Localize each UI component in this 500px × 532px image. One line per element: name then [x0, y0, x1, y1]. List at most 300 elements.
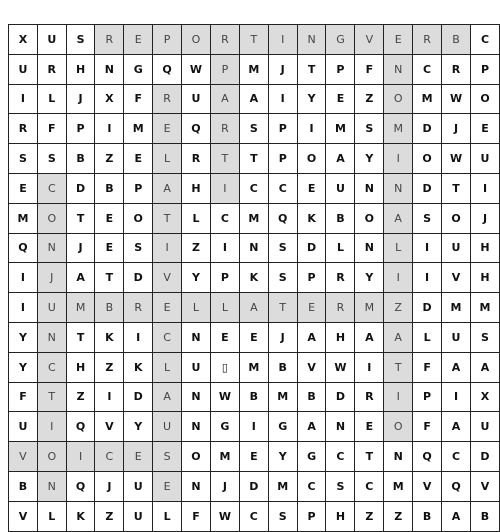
grid-cell[interactable]: P	[268, 144, 297, 174]
grid-cell[interactable]: Y	[181, 263, 210, 293]
grid-cell[interactable]: N	[326, 412, 355, 442]
grid-cell[interactable]: N	[181, 382, 210, 412]
grid-cell[interactable]: X	[9, 25, 38, 55]
grid-cell[interactable]: Y	[124, 412, 153, 442]
grid-cell[interactable]: S	[355, 114, 384, 144]
grid-cell[interactable]: B	[326, 203, 355, 233]
grid-cell[interactable]: A	[297, 322, 326, 352]
grid-cell[interactable]: C	[413, 54, 442, 84]
grid-cell[interactable]: N	[355, 173, 384, 203]
grid-cell[interactable]: P	[66, 114, 95, 144]
grid-cell[interactable]: M	[9, 203, 38, 233]
grid-cell[interactable]: W	[326, 352, 355, 382]
grid-row	[9, 293, 500, 323]
grid-cell[interactable]: M	[239, 203, 268, 233]
grid-cell[interactable]: R	[326, 263, 355, 293]
grid-cell[interactable]: Z	[95, 144, 124, 174]
grid-cell[interactable]: U	[9, 412, 38, 442]
grid-cell[interactable]: R	[181, 144, 210, 174]
grid-cell[interactable]: I	[442, 382, 471, 412]
grid-cell[interactable]: I	[297, 114, 326, 144]
grid-cell[interactable]: C	[153, 322, 182, 352]
grid-cell[interactable]: N	[297, 25, 326, 55]
grid-cell[interactable]: D	[239, 471, 268, 501]
grid-cell[interactable]: J	[442, 114, 471, 144]
grid-cell[interactable]: R	[442, 54, 471, 84]
grid-cell[interactable]: J	[210, 471, 239, 501]
grid-cell[interactable]: C	[37, 173, 66, 203]
grid-cell[interactable]: C	[210, 203, 239, 233]
grid-cell[interactable]: E	[297, 173, 326, 203]
grid-cell[interactable]: M	[124, 114, 153, 144]
grid-cell[interactable]: C	[442, 442, 471, 472]
grid-cell[interactable]: P	[297, 263, 326, 293]
grid-cell[interactable]: A	[153, 382, 182, 412]
grid-cell[interactable]: Y	[297, 84, 326, 114]
grid-cell[interactable]: I	[95, 114, 124, 144]
grid-cell[interactable]: B	[95, 293, 124, 323]
grid-cell[interactable]: M	[268, 471, 297, 501]
grid-cell[interactable]: M	[268, 382, 297, 412]
grid-cell[interactable]: E	[297, 293, 326, 323]
grid-cell[interactable]: N	[355, 233, 384, 263]
grid-row	[9, 471, 500, 501]
grid-cell[interactable]: W	[442, 144, 471, 174]
grid-cell[interactable]: C	[470, 25, 499, 55]
grid-cell[interactable]: Q	[66, 471, 95, 501]
grid-cell[interactable]: E	[355, 412, 384, 442]
grid-cell[interactable]: R	[37, 54, 66, 84]
grid-cell[interactable]: C	[239, 501, 268, 531]
grid-cell[interactable]: A	[442, 412, 471, 442]
grid-cell[interactable]: A	[470, 352, 499, 382]
grid-cell[interactable]: I	[9, 84, 38, 114]
grid-cell[interactable]: G	[210, 412, 239, 442]
grid-cell[interactable]: B	[66, 144, 95, 174]
grid-cell[interactable]: F	[181, 501, 210, 531]
grid-cell[interactable]: U	[442, 322, 471, 352]
grid-cell[interactable]: I	[384, 144, 413, 174]
grid-cell[interactable]: R	[124, 293, 153, 323]
grid-cell[interactable]: I	[210, 173, 239, 203]
grid-cell[interactable]: Q	[181, 114, 210, 144]
grid-cell[interactable]: U	[181, 84, 210, 114]
grid-cell[interactable]: S	[37, 144, 66, 174]
grid-cell[interactable]: H	[470, 233, 499, 263]
grid-cell[interactable]: I	[9, 263, 38, 293]
grid-cell[interactable]: C	[95, 442, 124, 472]
grid-cell[interactable]: N	[239, 233, 268, 263]
grid-cell[interactable]: M	[239, 352, 268, 382]
grid-cell[interactable]: H	[66, 352, 95, 382]
grid-cell[interactable]: E	[210, 322, 239, 352]
grid-cell[interactable]: D	[326, 382, 355, 412]
grid-cell[interactable]: E	[124, 144, 153, 174]
grid-cell[interactable]: R	[355, 382, 384, 412]
grid-cell[interactable]: N	[181, 412, 210, 442]
grid-cell[interactable]: T	[239, 144, 268, 174]
grid-cell[interactable]: J	[470, 203, 499, 233]
grid-cell[interactable]: T	[37, 382, 66, 412]
grid-row	[9, 173, 500, 203]
grid-cell[interactable]: D	[470, 442, 499, 472]
grid-cell[interactable]: V	[153, 263, 182, 293]
grid-cell[interactable]: E	[124, 442, 153, 472]
grid-row	[9, 412, 500, 442]
grid-cell[interactable]: U	[37, 293, 66, 323]
grid-cell[interactable]: B	[442, 25, 471, 55]
grid-cell[interactable]: P	[124, 173, 153, 203]
grid-cell[interactable]: L	[210, 293, 239, 323]
grid-cell[interactable]: A	[239, 84, 268, 114]
grid-cell[interactable]: S	[268, 233, 297, 263]
grid-cell[interactable]: T	[66, 322, 95, 352]
grid-cell[interactable]: O	[384, 412, 413, 442]
grid-cell[interactable]: M	[239, 54, 268, 84]
grid-cell[interactable]: I	[37, 412, 66, 442]
grid-cell[interactable]: S	[470, 322, 499, 352]
grid-cell[interactable]: I	[153, 233, 182, 263]
grid-cell[interactable]: S	[268, 501, 297, 531]
grid-cell[interactable]: K	[297, 203, 326, 233]
grid-cell[interactable]: K	[124, 352, 153, 382]
grid-cell[interactable]: B	[268, 352, 297, 382]
grid-cell[interactable]: D	[413, 293, 442, 323]
grid-cell[interactable]: O	[355, 203, 384, 233]
grid-cell[interactable]: D	[413, 114, 442, 144]
grid-cell[interactable]: S	[413, 203, 442, 233]
grid-cell[interactable]: G	[297, 442, 326, 472]
grid-cell[interactable]: D	[66, 173, 95, 203]
grid-cell[interactable]: Y	[268, 442, 297, 472]
grid-cell[interactable]: O	[384, 84, 413, 114]
grid-cell[interactable]: R	[210, 114, 239, 144]
grid-cell[interactable]: N	[384, 173, 413, 203]
grid-cell[interactable]: I	[268, 84, 297, 114]
grid-cell[interactable]: O	[37, 203, 66, 233]
grid-cell[interactable]: T	[355, 442, 384, 472]
grid-cell[interactable]: V	[355, 25, 384, 55]
grid-cell[interactable]: S	[153, 442, 182, 472]
grid-cell[interactable]: A	[297, 412, 326, 442]
grid-cell[interactable]: A	[442, 501, 471, 531]
grid-cell[interactable]: U	[9, 54, 38, 84]
grid-cell[interactable]: V	[95, 412, 124, 442]
grid-cell[interactable]: Y	[355, 263, 384, 293]
grid-cell[interactable]: N	[181, 322, 210, 352]
grid-cell[interactable]: Q	[442, 471, 471, 501]
grid-cell[interactable]: R	[413, 25, 442, 55]
grid-cell[interactable]: P	[470, 54, 499, 84]
grid-cell[interactable]: L	[413, 322, 442, 352]
grid-cell[interactable]: U	[470, 144, 499, 174]
grid-row	[9, 25, 500, 55]
grid-cell[interactable]: R	[326, 293, 355, 323]
grid-cell[interactable]: L	[153, 501, 182, 531]
grid-cell[interactable]: W	[210, 382, 239, 412]
grid-cell[interactable]: C	[355, 471, 384, 501]
grid-cell[interactable]: T	[268, 293, 297, 323]
grid-cell[interactable]: ▯	[210, 352, 239, 382]
grid-cell[interactable]: S	[239, 114, 268, 144]
grid-cell[interactable]: T	[239, 25, 268, 55]
grid-cell[interactable]: Q	[9, 233, 38, 263]
grid-cell[interactable]: L	[181, 293, 210, 323]
grid-cell[interactable]: H	[181, 173, 210, 203]
grid-cell[interactable]: V	[442, 263, 471, 293]
grid-cell[interactable]: K	[95, 322, 124, 352]
grid-cell[interactable]: D	[297, 233, 326, 263]
grid-cell[interactable]: K	[239, 263, 268, 293]
grid-cell[interactable]: N	[37, 322, 66, 352]
grid-cell[interactable]: X	[95, 84, 124, 114]
grid-cell[interactable]: O	[442, 203, 471, 233]
grid-cell[interactable]: Z	[384, 293, 413, 323]
grid-cell[interactable]: D	[124, 382, 153, 412]
grid-cell[interactable]: R	[153, 84, 182, 114]
grid-cell[interactable]: J	[268, 54, 297, 84]
grid-cell[interactable]: E	[153, 114, 182, 144]
grid-cell[interactable]: H	[66, 54, 95, 84]
grid-cell[interactable]: S	[66, 25, 95, 55]
grid-cell[interactable]: Q	[153, 54, 182, 84]
grid-cell[interactable]: E	[9, 173, 38, 203]
grid-cell[interactable]: Q	[268, 203, 297, 233]
grid-cell[interactable]: N	[181, 471, 210, 501]
grid-cell[interactable]: C	[297, 471, 326, 501]
grid-cell[interactable]: U	[37, 25, 66, 55]
grid-cell[interactable]: I	[470, 173, 499, 203]
grid-cell[interactable]: J	[268, 322, 297, 352]
grid-cell[interactable]: K	[66, 501, 95, 531]
grid-row	[9, 203, 500, 233]
grid-cell[interactable]: M	[470, 293, 499, 323]
grid-cell[interactable]: Z	[66, 382, 95, 412]
grid-cell[interactable]: E	[239, 442, 268, 472]
grid-cell[interactable]: Z	[181, 233, 210, 263]
grid-cell[interactable]: M	[413, 84, 442, 114]
grid-cell[interactable]: A	[66, 263, 95, 293]
grid-cell[interactable]: V	[9, 501, 38, 531]
grid-cell[interactable]: M	[210, 442, 239, 472]
grid-cell[interactable]: E	[95, 203, 124, 233]
grid-cell[interactable]: T	[95, 263, 124, 293]
grid-cell[interactable]: M	[66, 293, 95, 323]
grid-cell[interactable]: Z	[355, 84, 384, 114]
grid-cell[interactable]: B	[9, 471, 38, 501]
grid-cell[interactable]: M	[442, 293, 471, 323]
grid-cell[interactable]: C	[326, 442, 355, 472]
grid-cell[interactable]: I	[124, 322, 153, 352]
grid-cell[interactable]: P	[210, 263, 239, 293]
grid-cell[interactable]: H	[470, 263, 499, 293]
grid-cell[interactable]: A	[355, 322, 384, 352]
grid-cell[interactable]: G	[326, 25, 355, 55]
grid-cell[interactable]: I	[210, 233, 239, 263]
grid-cell[interactable]: N	[95, 54, 124, 84]
grid-cell[interactable]: R	[95, 25, 124, 55]
grid-cell[interactable]: E	[326, 84, 355, 114]
grid-cell[interactable]: I	[239, 412, 268, 442]
grid-cell[interactable]: D	[124, 263, 153, 293]
grid-cell[interactable]: M	[326, 114, 355, 144]
grid-cell[interactable]: U	[442, 233, 471, 263]
grid-cell[interactable]: U	[153, 412, 182, 442]
grid-cell[interactable]: A	[384, 322, 413, 352]
grid-cell[interactable]: G	[124, 54, 153, 84]
grid-cell[interactable]: W	[210, 501, 239, 531]
grid-cell[interactable]: N	[384, 54, 413, 84]
grid-cell[interactable]: U	[124, 471, 153, 501]
grid-cell[interactable]: P	[413, 382, 442, 412]
grid-cell[interactable]: J	[37, 263, 66, 293]
grid-cell[interactable]: L	[181, 203, 210, 233]
grid-cell[interactable]: A	[210, 84, 239, 114]
grid-cell[interactable]: L	[326, 233, 355, 263]
grid-cell[interactable]: Z	[384, 501, 413, 531]
grid-cell[interactable]: V	[413, 471, 442, 501]
grid-cell[interactable]: T	[66, 203, 95, 233]
grid-cell[interactable]: N	[384, 442, 413, 472]
grid-cell[interactable]: I	[66, 442, 95, 472]
grid-cell[interactable]: S	[9, 144, 38, 174]
grid-cell[interactable]: B	[239, 382, 268, 412]
grid-cell[interactable]: S	[268, 263, 297, 293]
grid-cell[interactable]: I	[384, 263, 413, 293]
grid-cell[interactable]: F	[9, 382, 38, 412]
grid-cell[interactable]: T	[442, 173, 471, 203]
grid-cell[interactable]: A	[153, 173, 182, 203]
grid-cell[interactable]: N	[37, 471, 66, 501]
grid-cell[interactable]: T	[297, 54, 326, 84]
grid-cell[interactable]: I	[355, 352, 384, 382]
grid-cell[interactable]: W	[181, 54, 210, 84]
grid-cell[interactable]: U	[181, 352, 210, 382]
grid-cell[interactable]: P	[297, 501, 326, 531]
grid-cell[interactable]: N	[37, 233, 66, 263]
grid-cell[interactable]: I	[413, 233, 442, 263]
grid-cell[interactable]: O	[181, 442, 210, 472]
grid-row	[9, 84, 500, 114]
grid-cell[interactable]: H	[326, 501, 355, 531]
grid-cell[interactable]: J	[66, 233, 95, 263]
grid-cell[interactable]: O	[470, 84, 499, 114]
grid-cell[interactable]: I	[413, 263, 442, 293]
grid-cell[interactable]: S	[124, 233, 153, 263]
grid-cell[interactable]: F	[413, 352, 442, 382]
grid-cell[interactable]: O	[37, 442, 66, 472]
grid-cell[interactable]: U	[470, 412, 499, 442]
grid-cell[interactable]: E	[153, 293, 182, 323]
grid-cell[interactable]: O	[297, 144, 326, 174]
grid-cell[interactable]: C	[37, 352, 66, 382]
grid-cell[interactable]: V	[9, 442, 38, 472]
grid-cell[interactable]: O	[181, 25, 210, 55]
grid-cell[interactable]: A	[442, 352, 471, 382]
grid-cell[interactable]: L	[153, 352, 182, 382]
grid-cell[interactable]: L	[384, 233, 413, 263]
grid-cell[interactable]: C	[239, 173, 268, 203]
grid-cell[interactable]: I	[268, 25, 297, 55]
grid-cell[interactable]: T	[210, 144, 239, 174]
grid-cell[interactable]: X	[470, 382, 499, 412]
grid-cell[interactable]: R	[9, 114, 38, 144]
grid-cell[interactable]: P	[210, 54, 239, 84]
grid-cell[interactable]: B	[95, 173, 124, 203]
grid-cell[interactable]: L	[37, 501, 66, 531]
grid-cell[interactable]: W	[442, 84, 471, 114]
grid-cell[interactable]: U	[326, 173, 355, 203]
grid-cell[interactable]: F	[355, 54, 384, 84]
grid-cell[interactable]: Y	[9, 322, 38, 352]
grid-cell[interactable]: O	[413, 144, 442, 174]
grid-cell[interactable]: E	[470, 114, 499, 144]
grid-cell[interactable]: A	[239, 293, 268, 323]
grid-cell[interactable]: Z	[355, 501, 384, 531]
grid-cell[interactable]: D	[413, 173, 442, 203]
grid-cell[interactable]: I	[384, 382, 413, 412]
word-search-grid	[8, 24, 500, 532]
grid-cell[interactable]: M	[355, 293, 384, 323]
grid-cell[interactable]: J	[95, 471, 124, 501]
grid-cell[interactable]: P	[153, 25, 182, 55]
grid-cell[interactable]: Y	[355, 144, 384, 174]
grid-row	[9, 501, 500, 531]
grid-cell[interactable]: F	[37, 114, 66, 144]
grid-cell[interactable]: I	[9, 293, 38, 323]
grid-cell[interactable]: F	[124, 84, 153, 114]
grid-cell[interactable]: B	[470, 501, 499, 531]
grid-cell[interactable]: A	[326, 144, 355, 174]
grid-cell[interactable]: Z	[95, 501, 124, 531]
grid-cell[interactable]: P	[326, 54, 355, 84]
grid-cell[interactable]: F	[413, 412, 442, 442]
grid-cell[interactable]: M	[384, 114, 413, 144]
grid-cell[interactable]: H	[326, 322, 355, 352]
grid-cell[interactable]: E	[153, 471, 182, 501]
grid-cell[interactable]: Y	[9, 352, 38, 382]
grid-cell[interactable]: B	[413, 501, 442, 531]
grid-cell[interactable]: T	[153, 203, 182, 233]
grid-cell[interactable]: J	[66, 84, 95, 114]
grid-cell[interactable]: E	[239, 322, 268, 352]
grid-cell[interactable]: E	[95, 233, 124, 263]
grid-cell[interactable]: S	[326, 471, 355, 501]
grid-cell[interactable]: A	[384, 203, 413, 233]
grid-row	[9, 114, 500, 144]
grid-cell[interactable]: L	[153, 144, 182, 174]
grid-cell[interactable]: V	[470, 471, 499, 501]
grid-cell[interactable]: O	[124, 203, 153, 233]
grid-cell[interactable]: I	[95, 382, 124, 412]
grid-cell[interactable]: E	[384, 25, 413, 55]
grid-cell[interactable]: Q	[413, 442, 442, 472]
grid-cell[interactable]: B	[297, 382, 326, 412]
grid-cell[interactable]: U	[124, 501, 153, 531]
grid-cell[interactable]: P	[268, 114, 297, 144]
grid-cell[interactable]: Z	[95, 352, 124, 382]
grid-cell[interactable]: C	[268, 173, 297, 203]
grid-cell[interactable]: L	[37, 84, 66, 114]
grid-cell[interactable]: V	[297, 352, 326, 382]
grid-cell[interactable]: Q	[66, 412, 95, 442]
grid-row	[9, 382, 500, 412]
grid-cell[interactable]: M	[384, 471, 413, 501]
grid-cell[interactable]: R	[210, 25, 239, 55]
grid-cell[interactable]: E	[124, 25, 153, 55]
grid-cell[interactable]: G	[268, 412, 297, 442]
grid-cell[interactable]: T	[384, 352, 413, 382]
